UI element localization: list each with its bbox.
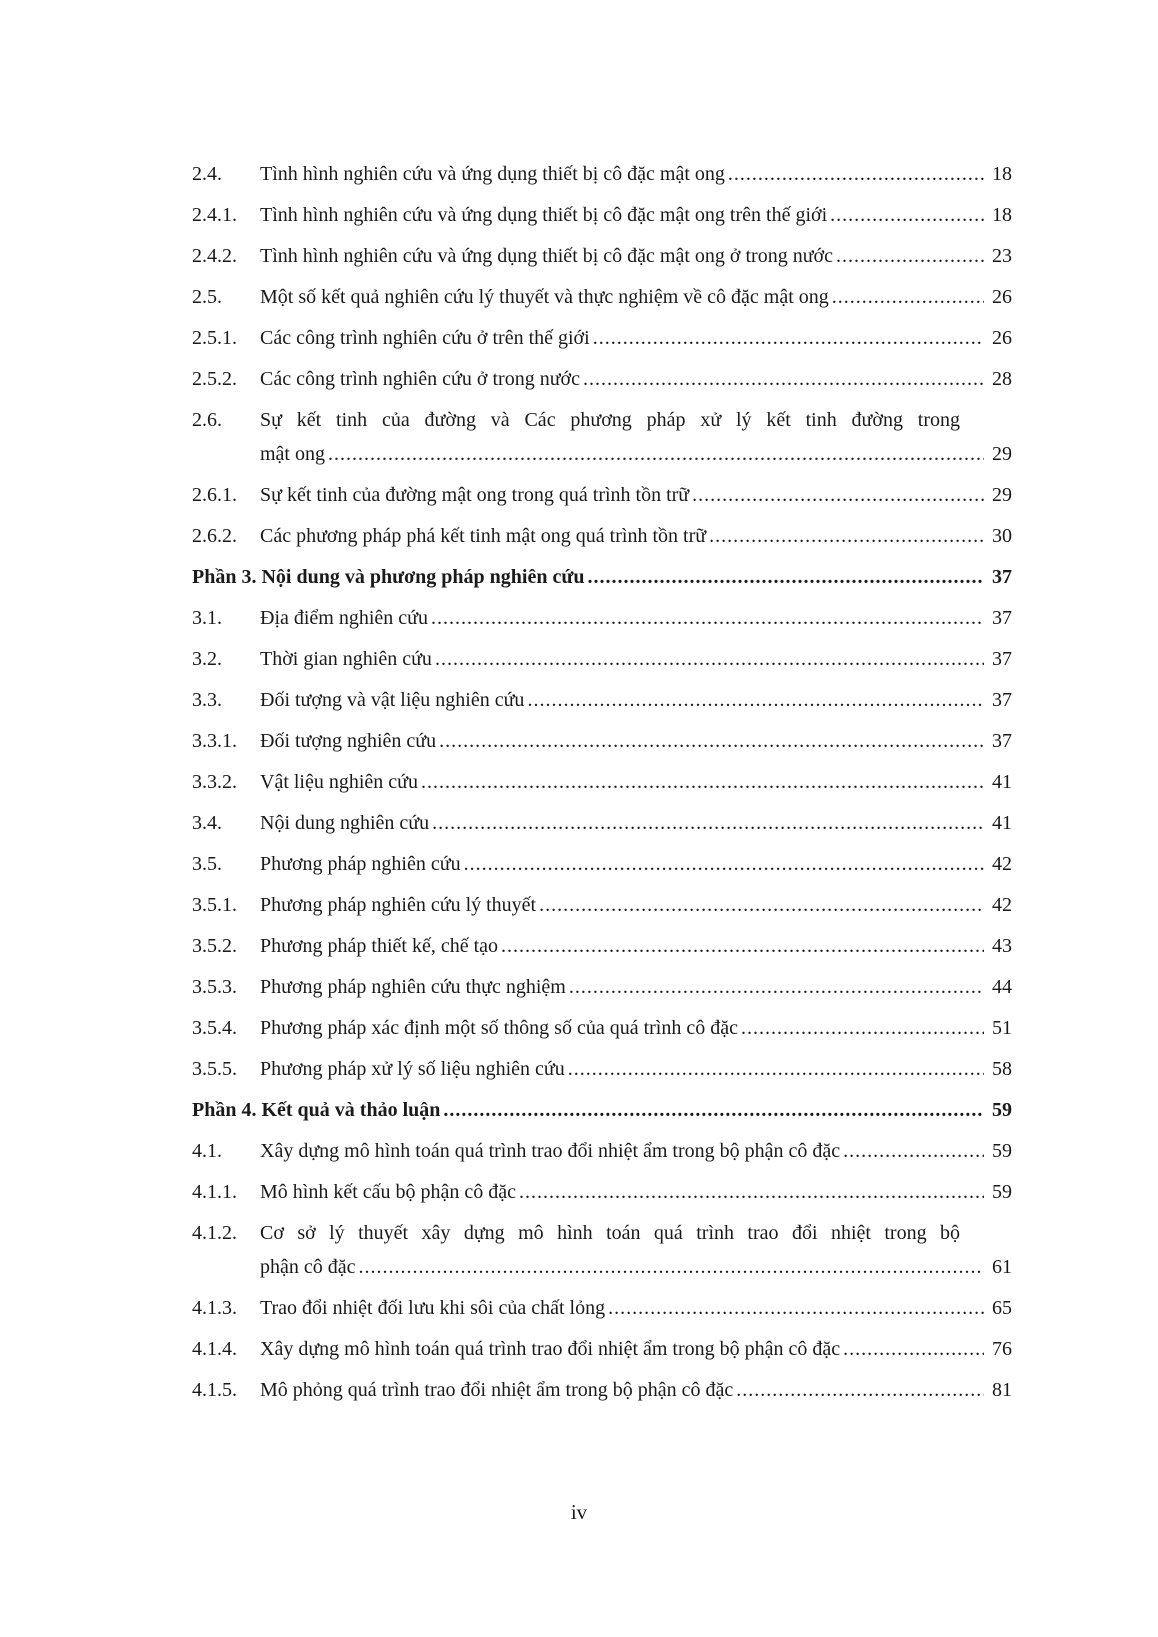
toc-number: 4.1.5.: [192, 1379, 237, 1401]
toc-title: Trao đổi nhiệt đối lưu khi sôi của chất lỏng: [260, 1291, 608, 1325]
toc-entry: [192, 1332, 1012, 1366]
toc-number: 3.5.1.: [192, 894, 237, 916]
page-number: iv: [570, 1500, 588, 1524]
toc-leader: [435, 642, 984, 676]
toc-leader: [439, 724, 984, 758]
toc-title: Phương pháp nghiên cứu: [260, 847, 464, 881]
toc-title: Các công trình nghiên cứu ở trong nước: [260, 362, 583, 396]
toc-entry: [192, 1134, 1012, 1168]
toc-number: 3.5.: [192, 853, 222, 875]
toc-leader: [608, 1291, 984, 1325]
toc-part-title: Phần 4. Kết quả và thảo luận: [192, 1093, 443, 1127]
toc-title: Xây dựng mô hình toán quá trình trao đổi nhiệt ẩm trong bộ phận cô đặc: [260, 1332, 843, 1366]
toc-number: 3.3.: [192, 689, 222, 711]
toc-leader: [843, 1332, 984, 1366]
toc-number: 3.5.3.: [192, 976, 237, 998]
toc-entry: [192, 1373, 1012, 1407]
toc-title: Nội dung nghiên cứu: [260, 806, 432, 840]
toc-title: Mô hình kết cấu bộ phận cô đặc: [260, 1175, 519, 1209]
toc-title: Tình hình nghiên cứu và ứng dụng thiết bị cô đặc mật ong ở trong nước: [260, 239, 836, 273]
toc-entry: [192, 1216, 1012, 1284]
toc-entry: [192, 683, 1012, 717]
toc-entry: [192, 1011, 1012, 1045]
toc-number: 3.4.: [192, 812, 222, 834]
toc-part-title: Phần 3. Nội dung và phương pháp nghiên cứu: [192, 560, 587, 594]
toc-entry: [192, 1291, 1012, 1325]
toc-leader: [728, 157, 984, 191]
toc-number: 3.3.1.: [192, 730, 237, 752]
toc-page: 41: [992, 812, 1012, 834]
toc-page: 29: [992, 443, 1012, 465]
toc-number: 3.5.5.: [192, 1058, 237, 1080]
toc-title: Xây dựng mô hình toán quá trình trao đổi nhiệt ẩm trong bộ phận cô đặc: [260, 1134, 843, 1168]
toc-entry: [192, 362, 1012, 396]
toc-leader: [359, 1250, 984, 1284]
toc-title: Phương pháp xử lý số liệu nghiên cứu: [260, 1052, 568, 1086]
toc-entry: [192, 1052, 1012, 1086]
toc-page: 76: [992, 1338, 1012, 1360]
toc-entry: [192, 847, 1012, 881]
toc-title: Vật liệu nghiên cứu: [260, 765, 421, 799]
toc-leader: [464, 847, 984, 881]
toc-leader: [431, 601, 984, 635]
toc-leader: [587, 560, 984, 594]
toc-number: 2.4.2.: [192, 245, 237, 267]
toc-number: 2.5.2.: [192, 368, 237, 390]
toc-entry: [192, 888, 1012, 922]
toc-leader: [443, 1093, 984, 1127]
toc-leader: [843, 1134, 984, 1168]
toc-number: 3.1.: [192, 607, 222, 629]
toc-page: 18: [992, 163, 1012, 185]
toc-title: Sự kết tinh của đường mật ong trong quá trình tồn trữ: [260, 478, 692, 512]
toc-leader: [583, 362, 984, 396]
toc-page: 42: [992, 853, 1012, 875]
toc-leader: [709, 519, 984, 553]
toc-title: Thời gian nghiên cứu: [260, 642, 435, 676]
toc-leader: [501, 929, 984, 963]
toc-number: 2.5.: [192, 286, 222, 308]
toc-leader: [527, 683, 984, 717]
toc-number: 3.5.2.: [192, 935, 237, 957]
toc-page: 37: [992, 689, 1012, 711]
toc-page: 37: [992, 607, 1012, 629]
toc-page: 26: [992, 327, 1012, 349]
toc-page: 18: [992, 204, 1012, 226]
toc-page: 61: [992, 1256, 1012, 1278]
toc-title: Phương pháp xác định một số thông số của quá trình cô đặc: [260, 1011, 741, 1045]
toc-leader: [328, 437, 984, 471]
toc-title: Các công trình nghiên cứu ở trên thế giới: [260, 321, 593, 355]
toc-page: 59: [992, 1099, 1012, 1121]
toc-entry: [192, 403, 1012, 471]
toc-entry: [192, 970, 1012, 1004]
toc-leader: [519, 1175, 984, 1209]
toc-page: 37: [992, 648, 1012, 670]
toc-entry: [192, 321, 1012, 355]
toc-entry: [192, 239, 1012, 273]
toc-title: Đối tượng nghiên cứu: [260, 724, 439, 758]
toc-leader: [736, 1373, 984, 1407]
toc-entry: [192, 198, 1012, 232]
toc-leader: [539, 888, 984, 922]
toc-title: Đối tượng và vật liệu nghiên cứu: [260, 683, 527, 717]
toc-title: Các phương pháp phá kết tinh mật ong quá trình tồn trữ: [260, 519, 709, 553]
toc-entry: [192, 478, 1012, 512]
toc-leader: [568, 1052, 984, 1086]
toc-title-line1: Cơ sở lý thuyết xây dựng mô hình toán quá trình trao đổi nhiệt trong bộ: [260, 1222, 960, 1244]
toc-leader: [432, 806, 984, 840]
toc-entry: [192, 280, 1012, 314]
toc-title: Tình hình nghiên cứu và ứng dụng thiết bị cô đặc mật ong: [260, 157, 728, 191]
toc-leader: [836, 239, 984, 273]
toc-number: 3.5.4.: [192, 1017, 237, 1039]
toc-page: 51: [992, 1017, 1012, 1039]
toc-number: 4.1.: [192, 1140, 222, 1162]
toc-leader: [692, 478, 984, 512]
toc-number: 2.6.2.: [192, 525, 237, 547]
toc-page: 30: [992, 525, 1012, 547]
toc-number: 2.6.1.: [192, 484, 237, 506]
toc-leader: [593, 321, 984, 355]
toc-leader: [830, 198, 984, 232]
toc-page: 58: [992, 1058, 1012, 1080]
toc-page: 28: [992, 368, 1012, 390]
toc-leader: [741, 1011, 984, 1045]
toc-number: 2.5.1.: [192, 327, 237, 349]
toc-page: 59: [992, 1140, 1012, 1162]
toc-title: Phương pháp nghiên cứu thực nghiệm: [260, 970, 569, 1004]
toc-title-line2: mật ong: [260, 437, 328, 471]
toc-title: Tình hình nghiên cứu và ứng dụng thiết bị cô đặc mật ong trên thế giới: [260, 198, 830, 232]
toc-title-line2: phận cô đặc: [260, 1250, 359, 1284]
toc-number: 2.6.: [192, 409, 222, 431]
toc-entry: [192, 642, 1012, 676]
toc-entry: [192, 724, 1012, 758]
toc-number: 3.2.: [192, 648, 222, 670]
toc-page: 42: [992, 894, 1012, 916]
toc-entry: [192, 1175, 1012, 1209]
toc-page: 44: [992, 976, 1012, 998]
toc-page: 23: [992, 245, 1012, 267]
toc-entry: [192, 601, 1012, 635]
toc-title: Phương pháp thiết kế, chế tạo: [260, 929, 501, 963]
toc-entry: [192, 157, 1012, 191]
toc-page: 65: [992, 1297, 1012, 1319]
toc-page: 81: [992, 1379, 1012, 1401]
toc-part-heading: [192, 560, 1012, 594]
toc-title: Mô phỏng quá trình trao đổi nhiệt ẩm trong bộ phận cô đặc: [260, 1373, 736, 1407]
toc-number: 2.4.1.: [192, 204, 237, 226]
toc-number: 4.1.1.: [192, 1181, 237, 1203]
toc-number: 4.1.4.: [192, 1338, 237, 1360]
toc-entry: [192, 806, 1012, 840]
toc-number: 4.1.3.: [192, 1297, 237, 1319]
toc-title-line1: Sự kết tinh của đường và Các phương pháp xử lý kết tinh đường trong: [260, 409, 960, 431]
toc-page: 41: [992, 771, 1012, 793]
toc-part-heading: [192, 1093, 1012, 1127]
toc-page: 26: [992, 286, 1012, 308]
toc-title: Phương pháp nghiên cứu lý thuyết: [260, 888, 539, 922]
toc-page: 59: [992, 1181, 1012, 1203]
toc-page: 37: [992, 566, 1012, 588]
toc-number: 2.4.: [192, 163, 222, 185]
toc-title: Địa điểm nghiên cứu: [260, 601, 431, 635]
table-of-contents: [192, 157, 1012, 1414]
toc-entry: [192, 519, 1012, 553]
toc-entry: [192, 765, 1012, 799]
toc-title: Một số kết quả nghiên cứu lý thuyết và thực nghiệm về cô đặc mật ong: [260, 280, 832, 314]
toc-page: 37: [992, 730, 1012, 752]
toc-leader: [569, 970, 984, 1004]
toc-leader: [421, 765, 984, 799]
toc-leader: [832, 280, 984, 314]
toc-page: 43: [992, 935, 1012, 957]
toc-entry: [192, 929, 1012, 963]
toc-number: 4.1.2.: [192, 1222, 237, 1244]
toc-page: 29: [992, 484, 1012, 506]
toc-number: 3.3.2.: [192, 771, 237, 793]
